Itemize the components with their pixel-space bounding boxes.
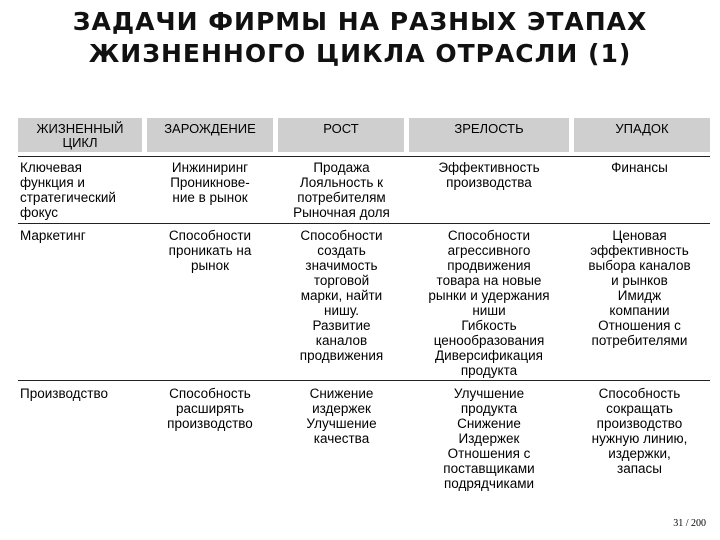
divider xyxy=(18,223,710,224)
header-maturity: ЗРЕЛОСТЬ xyxy=(409,118,569,152)
table-header xyxy=(18,118,710,152)
title-line-1: ЗАДАЧИ ФИРМЫ НА РАЗНЫХ ЭТАПАХ xyxy=(72,7,648,36)
table-row-production xyxy=(18,386,710,491)
header-decline: УПАДОК xyxy=(574,118,710,152)
table-row-marketing xyxy=(18,228,710,378)
table-cell: Способности проникать на рынок xyxy=(168,228,252,273)
table-cell: Улучшение продукта Снижение Издержек Отношения с поставщиками подрядчиками xyxy=(443,386,535,491)
header-growth: РОСТ xyxy=(278,118,404,152)
header-life-cycle: ЖИЗНЕННЫЙ ЦИКЛ xyxy=(18,118,142,152)
divider xyxy=(18,380,710,381)
row-label: Производство xyxy=(20,386,109,401)
slide-title xyxy=(0,6,720,70)
table-cell: Продажа Лояльность к потребителям Рыночная доля xyxy=(293,160,390,220)
divider xyxy=(18,156,710,157)
table-cell: Способность сокращать производство нужную линию, издержки, запасы xyxy=(591,386,688,476)
table-cell: Способность расширять производство xyxy=(167,386,253,431)
table-cell: Снижение издержек Улучшение качества xyxy=(306,386,377,446)
table-cell: Эффективность производства xyxy=(438,160,540,190)
table-cell: Способности создать значимость торговой марки, найти нишу. Развитие каналов продвижения xyxy=(299,228,384,363)
table-cell: Финансы xyxy=(611,160,668,175)
row-label: Маркетинг xyxy=(20,228,86,243)
page-number: 31 / 200 xyxy=(673,518,706,529)
header-birth: ЗАРОЖДЕНИЕ xyxy=(147,118,273,152)
table-cell: Способности агрессивного продвижения товара на новые рынки и удержания ниши Гибкость ценообразования Диверсификация продукта xyxy=(428,228,550,378)
table-cell: Инжиниринг Проникнове- ние в рынок xyxy=(170,160,250,205)
row-label: Ключевая функция и стратегический фокус xyxy=(20,160,116,220)
title-line-2: ЖИЗНЕННОГО ЦИКЛА ОТРАСЛИ (1) xyxy=(88,39,632,68)
table-cell: Ценовая эффективность выбора каналов и рынков Имидж компании Отношения с потребителями xyxy=(588,228,691,348)
table-row-key-function xyxy=(18,160,710,220)
